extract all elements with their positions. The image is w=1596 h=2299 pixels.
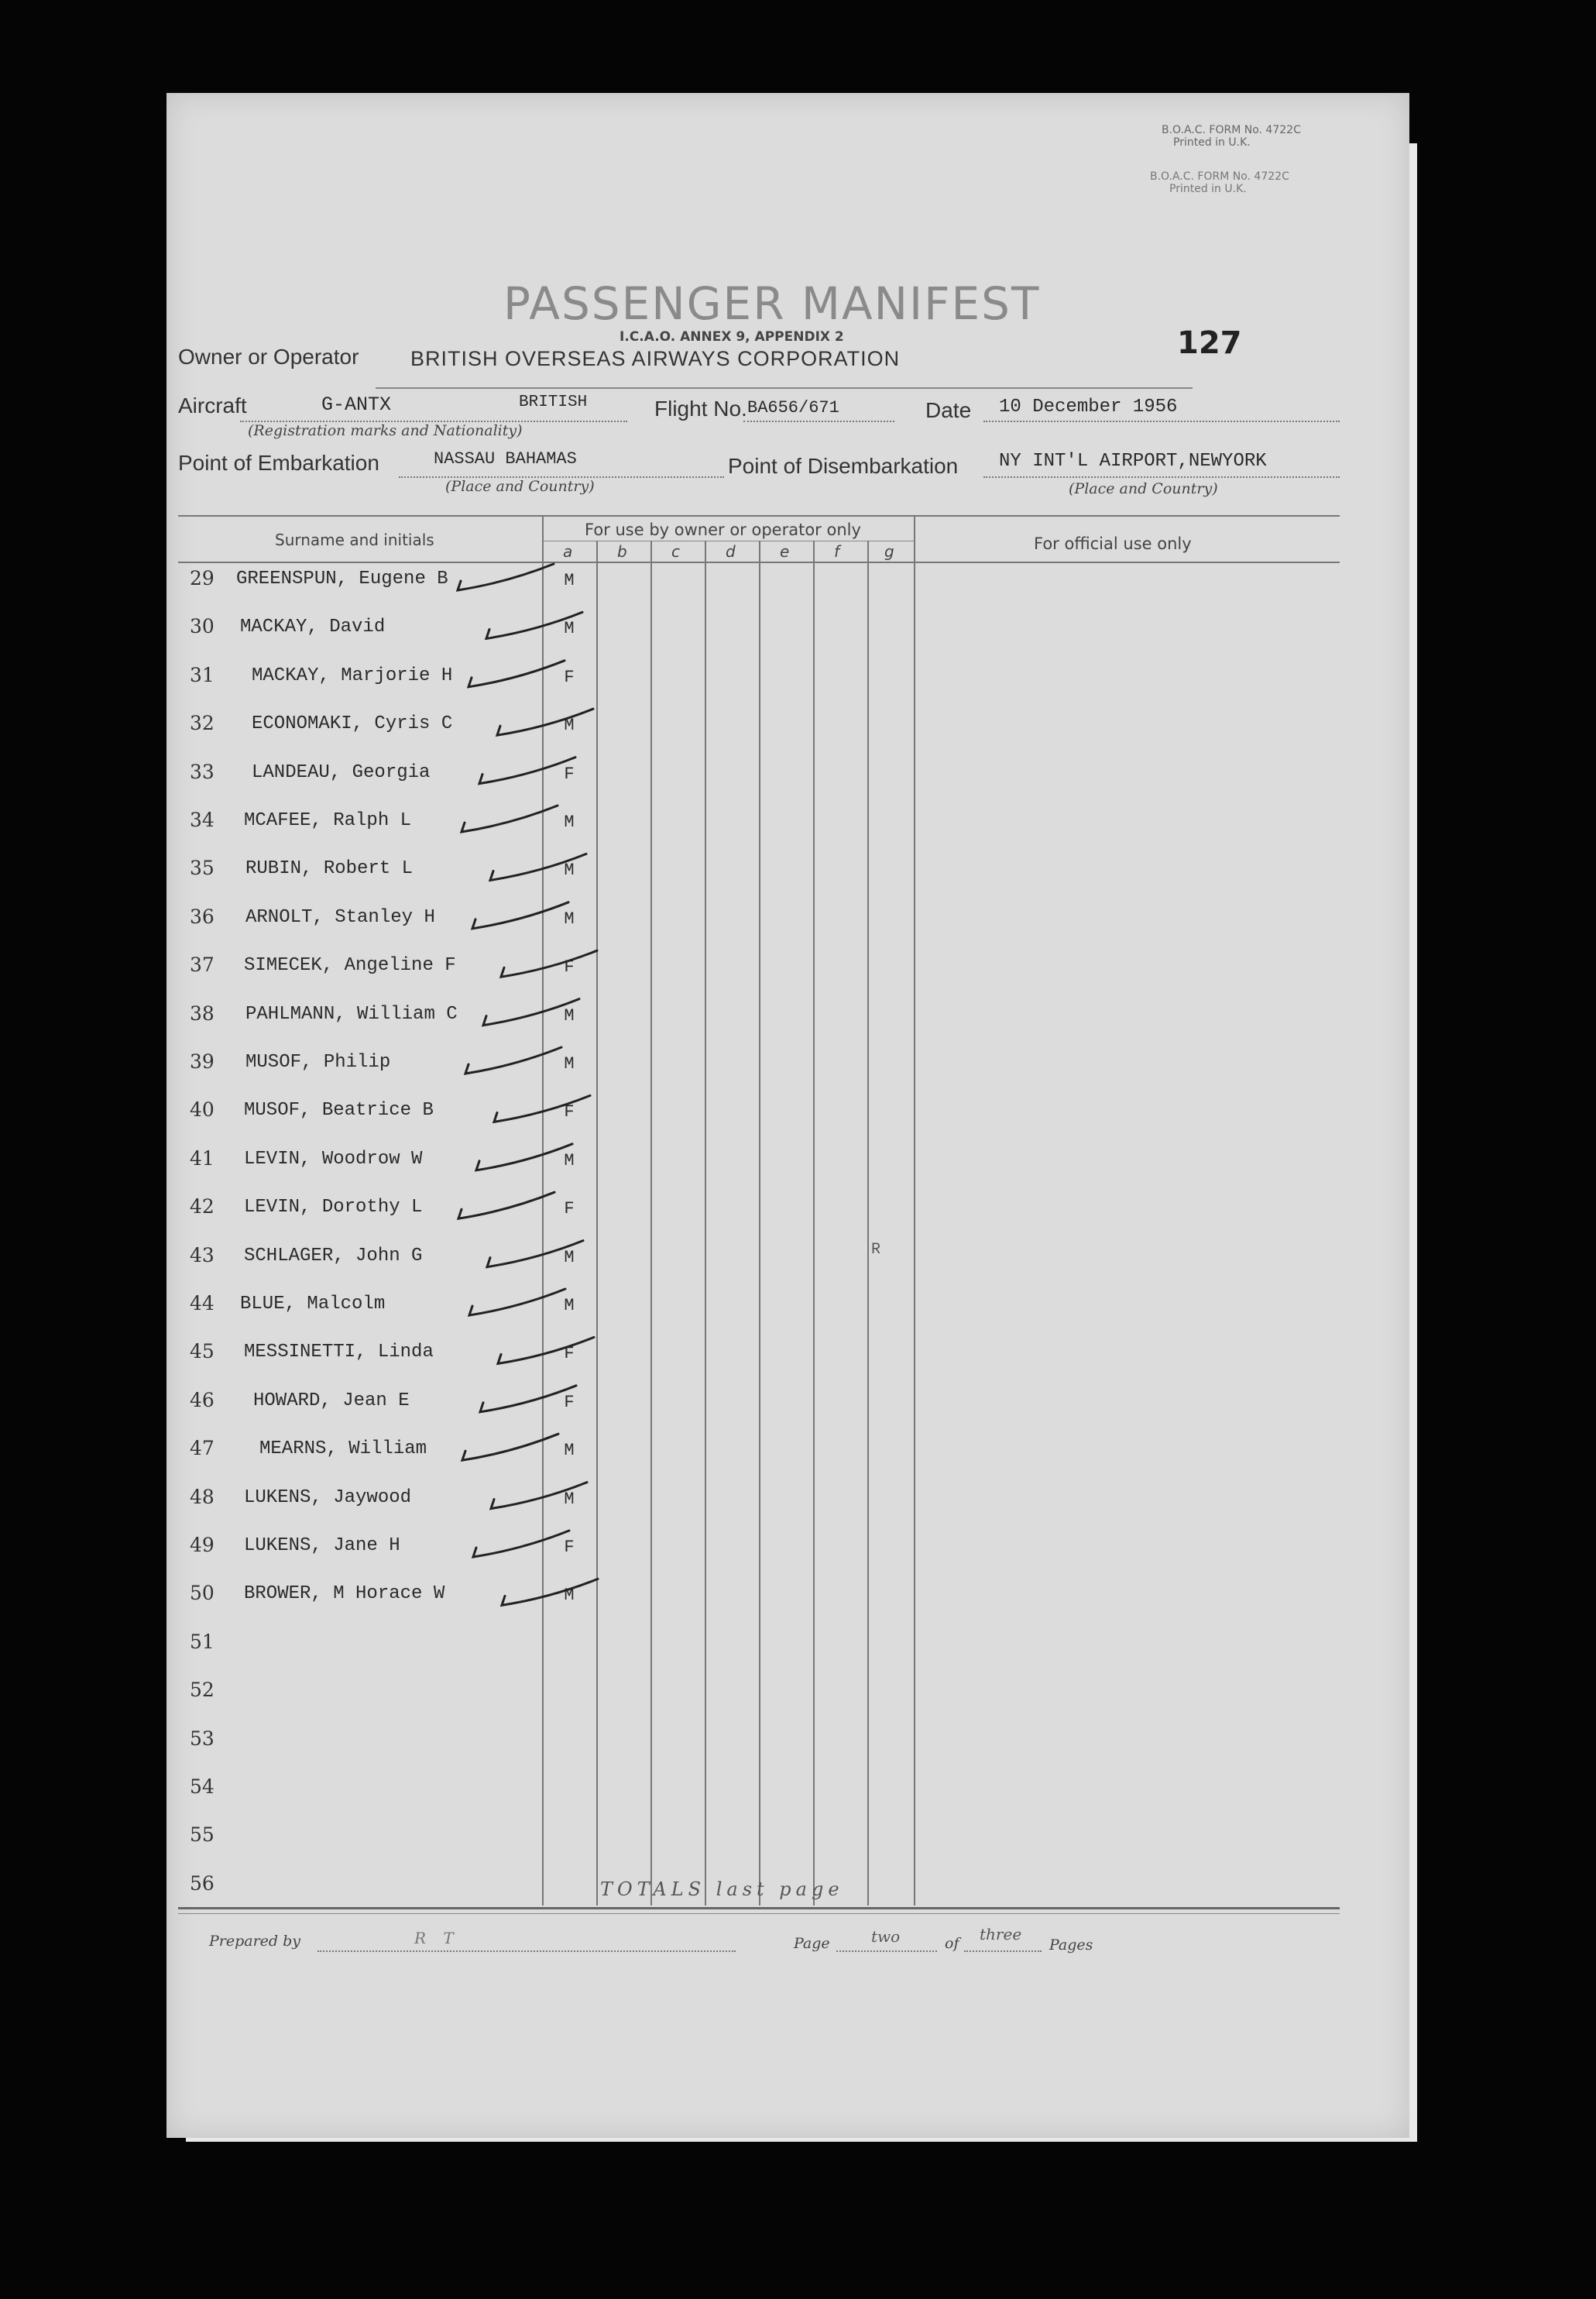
col-letter-g: g — [884, 542, 894, 561]
check-tick — [458, 1192, 554, 1218]
col-letter-c: c — [671, 542, 680, 561]
disembarkation-value: NY INT'L AIRPORT,NEWYORK — [999, 451, 1267, 472]
col-surname-header: Surname and initials — [275, 531, 434, 549]
row-number: 50 — [190, 1582, 215, 1605]
row-number: 34 — [190, 809, 215, 831]
form-ref-second: B.O.A.C. FORM No. 4722C — [1150, 170, 1289, 183]
passenger-sex: F — [564, 1199, 575, 1219]
passenger-name: MUSOF, Beatrice B — [244, 1100, 434, 1122]
check-tick — [491, 1483, 587, 1509]
passenger-sex: M — [564, 1489, 575, 1509]
row-number: 45 — [190, 1340, 215, 1363]
col-letter-d: d — [726, 542, 736, 561]
totals-note: TOTALS last page — [600, 1878, 844, 1900]
passenger-name: ARNOLT, Stanley H — [245, 906, 435, 928]
check-tick — [462, 1434, 558, 1460]
check-tick — [497, 709, 593, 735]
aircraft-registration: G-ANTX — [321, 393, 392, 416]
passenger-name: LEVIN, Dorothy L — [244, 1197, 423, 1218]
passenger-name: MACKAY, Marjorie H — [252, 665, 453, 686]
col-letter-a: a — [563, 542, 573, 561]
row-number: 56 — [190, 1871, 215, 1895]
passenger-name: MESSINETTI, Linda — [244, 1342, 434, 1363]
passenger-sex: F — [564, 1344, 575, 1364]
passenger-name: GREENSPUN, Eugene B — [236, 569, 448, 589]
printed-note-top: Printed in U.K. — [1173, 136, 1251, 149]
printed-note-second: Printed in U.K. — [1169, 183, 1247, 195]
passenger-name: ECONOMAKI, Cyris C — [252, 713, 453, 735]
passenger-sex: M — [564, 716, 575, 736]
form-ref-top: B.O.A.C. FORM No. 4722C — [1162, 124, 1301, 136]
check-tick — [490, 854, 586, 880]
passenger-name: LANDEAU, Georgia — [252, 761, 431, 783]
row-number: 43 — [190, 1243, 215, 1266]
of-value: three — [980, 1925, 1022, 1943]
row-number: 37 — [190, 954, 215, 977]
prepared-label: Prepared by — [209, 1933, 301, 1950]
page-number: 127 — [1177, 325, 1242, 361]
aircraft-nationality: BRITISH — [519, 393, 588, 411]
row-number: 46 — [190, 1388, 215, 1411]
row-number: 32 — [190, 712, 215, 735]
check-tick — [476, 1144, 572, 1170]
passenger-name: MCAFEE, Ralph L — [244, 810, 412, 831]
check-tick — [501, 950, 597, 977]
col-official-header: For official use only — [1034, 534, 1192, 553]
passenger-sex: F — [564, 1538, 575, 1557]
passenger-name: LEVIN, Woodrow W — [244, 1148, 423, 1170]
passenger-name: LUKENS, Jaywood — [244, 1486, 412, 1508]
check-tick — [483, 999, 579, 1026]
row-number: 30 — [190, 615, 215, 638]
passenger-sex: F — [564, 1102, 575, 1122]
passenger-sex: M — [564, 1247, 575, 1267]
row-number: 38 — [190, 1002, 215, 1025]
of-label: of — [945, 1935, 959, 1952]
row-number: 36 — [190, 905, 215, 928]
passenger-name: HOWARD, Jean E — [253, 1390, 410, 1411]
handwritten-ticks — [166, 93, 1409, 2138]
passenger-sex: M — [564, 813, 575, 832]
passenger-sex: M — [564, 1054, 575, 1074]
passenger-sex: F — [564, 957, 575, 978]
passenger-name: BLUE, Malcolm — [240, 1294, 386, 1314]
check-tick — [479, 758, 575, 784]
row-number: 47 — [190, 1437, 215, 1460]
passenger-sex: M — [564, 1005, 575, 1026]
row-number: 35 — [190, 857, 215, 880]
row-number: 53 — [190, 1727, 215, 1750]
date-value: 10 December 1956 — [999, 397, 1178, 418]
row-number: 33 — [190, 760, 215, 783]
date-label: Date — [925, 398, 972, 422]
row-number: 54 — [190, 1775, 215, 1798]
flight-number: BA656/671 — [747, 398, 839, 418]
flight-label: Flight No. — [654, 397, 747, 421]
row-number: 40 — [190, 1098, 215, 1122]
check-tick — [473, 1531, 569, 1557]
passenger-name: BROWER, M Horace W — [244, 1583, 445, 1605]
check-tick — [494, 1095, 590, 1122]
passenger-name: PAHLMANN, William C — [245, 1003, 458, 1025]
passenger-sex: F — [564, 667, 575, 687]
col-letter-f: f — [834, 542, 840, 561]
col-letter-e: e — [780, 542, 790, 561]
check-tick — [498, 1337, 594, 1363]
check-tick — [458, 564, 554, 590]
aircraft-label: Aircraft — [178, 393, 247, 418]
page-label: Page — [794, 1935, 830, 1952]
row-number: 55 — [190, 1823, 215, 1847]
passenger-sex: M — [564, 619, 575, 639]
check-tick — [487, 1241, 583, 1267]
passenger-sex: M — [564, 1296, 575, 1315]
check-tick — [469, 1289, 565, 1315]
passenger-name: SIMECEK, Angeline F — [244, 955, 456, 977]
row-number: 51 — [190, 1630, 215, 1653]
check-tick — [465, 1047, 561, 1074]
check-tick — [462, 806, 558, 832]
passenger-sex: M — [564, 1586, 575, 1606]
embarkation-value: NASSAU BAHAMAS — [434, 449, 577, 469]
passenger-name: MUSOF, Philip — [245, 1052, 391, 1073]
prepared-value: R T — [414, 1929, 460, 1947]
passenger-sex: M — [564, 571, 575, 590]
check-tick — [502, 1579, 598, 1605]
page-value: two — [871, 1927, 901, 1946]
owner-value: BRITISH OVERSEAS AIRWAYS CORPORATION — [410, 347, 901, 370]
passenger-sex: M — [564, 1441, 575, 1461]
row-number: 52 — [190, 1679, 215, 1702]
passenger-sex: M — [564, 909, 575, 929]
check-tick — [472, 902, 568, 929]
row-number: 31 — [190, 663, 215, 686]
embarkation-label: Point of Embarkation — [178, 451, 379, 475]
row-number: 42 — [190, 1195, 215, 1218]
manifest-sheet — [166, 93, 1409, 2138]
disembarkation-note: (Place and Country) — [1069, 480, 1218, 497]
passenger-sex: M — [564, 861, 575, 881]
row-number: 41 — [190, 1146, 215, 1170]
row-number: 49 — [190, 1534, 215, 1556]
embarkation-note: (Place and Country) — [445, 478, 595, 495]
check-tick — [486, 612, 582, 638]
check-tick — [480, 1386, 576, 1412]
passenger-name: LUKENS, Jane H — [244, 1535, 400, 1556]
pages-label: Pages — [1049, 1936, 1093, 1954]
passenger-sex: F — [564, 764, 575, 784]
row-number: 29 — [190, 567, 215, 589]
disembarkation-label: Point of Disembarkation — [728, 454, 959, 478]
registration-note: (Registration marks and Nationality) — [248, 422, 523, 439]
row-remark: R — [871, 1241, 881, 1259]
row-number: 44 — [190, 1292, 215, 1314]
passenger-sex: M — [564, 1150, 575, 1170]
subtitle: I.C.A.O. ANNEX 9, APPENDIX 2 — [620, 329, 844, 345]
row-number: 48 — [190, 1485, 215, 1508]
check-tick — [469, 661, 565, 687]
row-number: 39 — [190, 1050, 215, 1073]
owner-label: Owner or Operator — [178, 345, 359, 369]
page-title: PASSENGER MANIFEST — [503, 277, 1041, 330]
passenger-name: SCHLAGER, John G — [244, 1245, 423, 1266]
passenger-name: MEARNS, William — [259, 1438, 427, 1460]
passenger-name: RUBIN, Robert L — [245, 858, 414, 880]
passenger-sex: F — [564, 1392, 575, 1412]
passenger-name: MACKAY, David — [240, 617, 386, 638]
col-owner-use-header: For use by owner or operator only — [585, 521, 861, 539]
col-letter-b: b — [617, 542, 627, 561]
